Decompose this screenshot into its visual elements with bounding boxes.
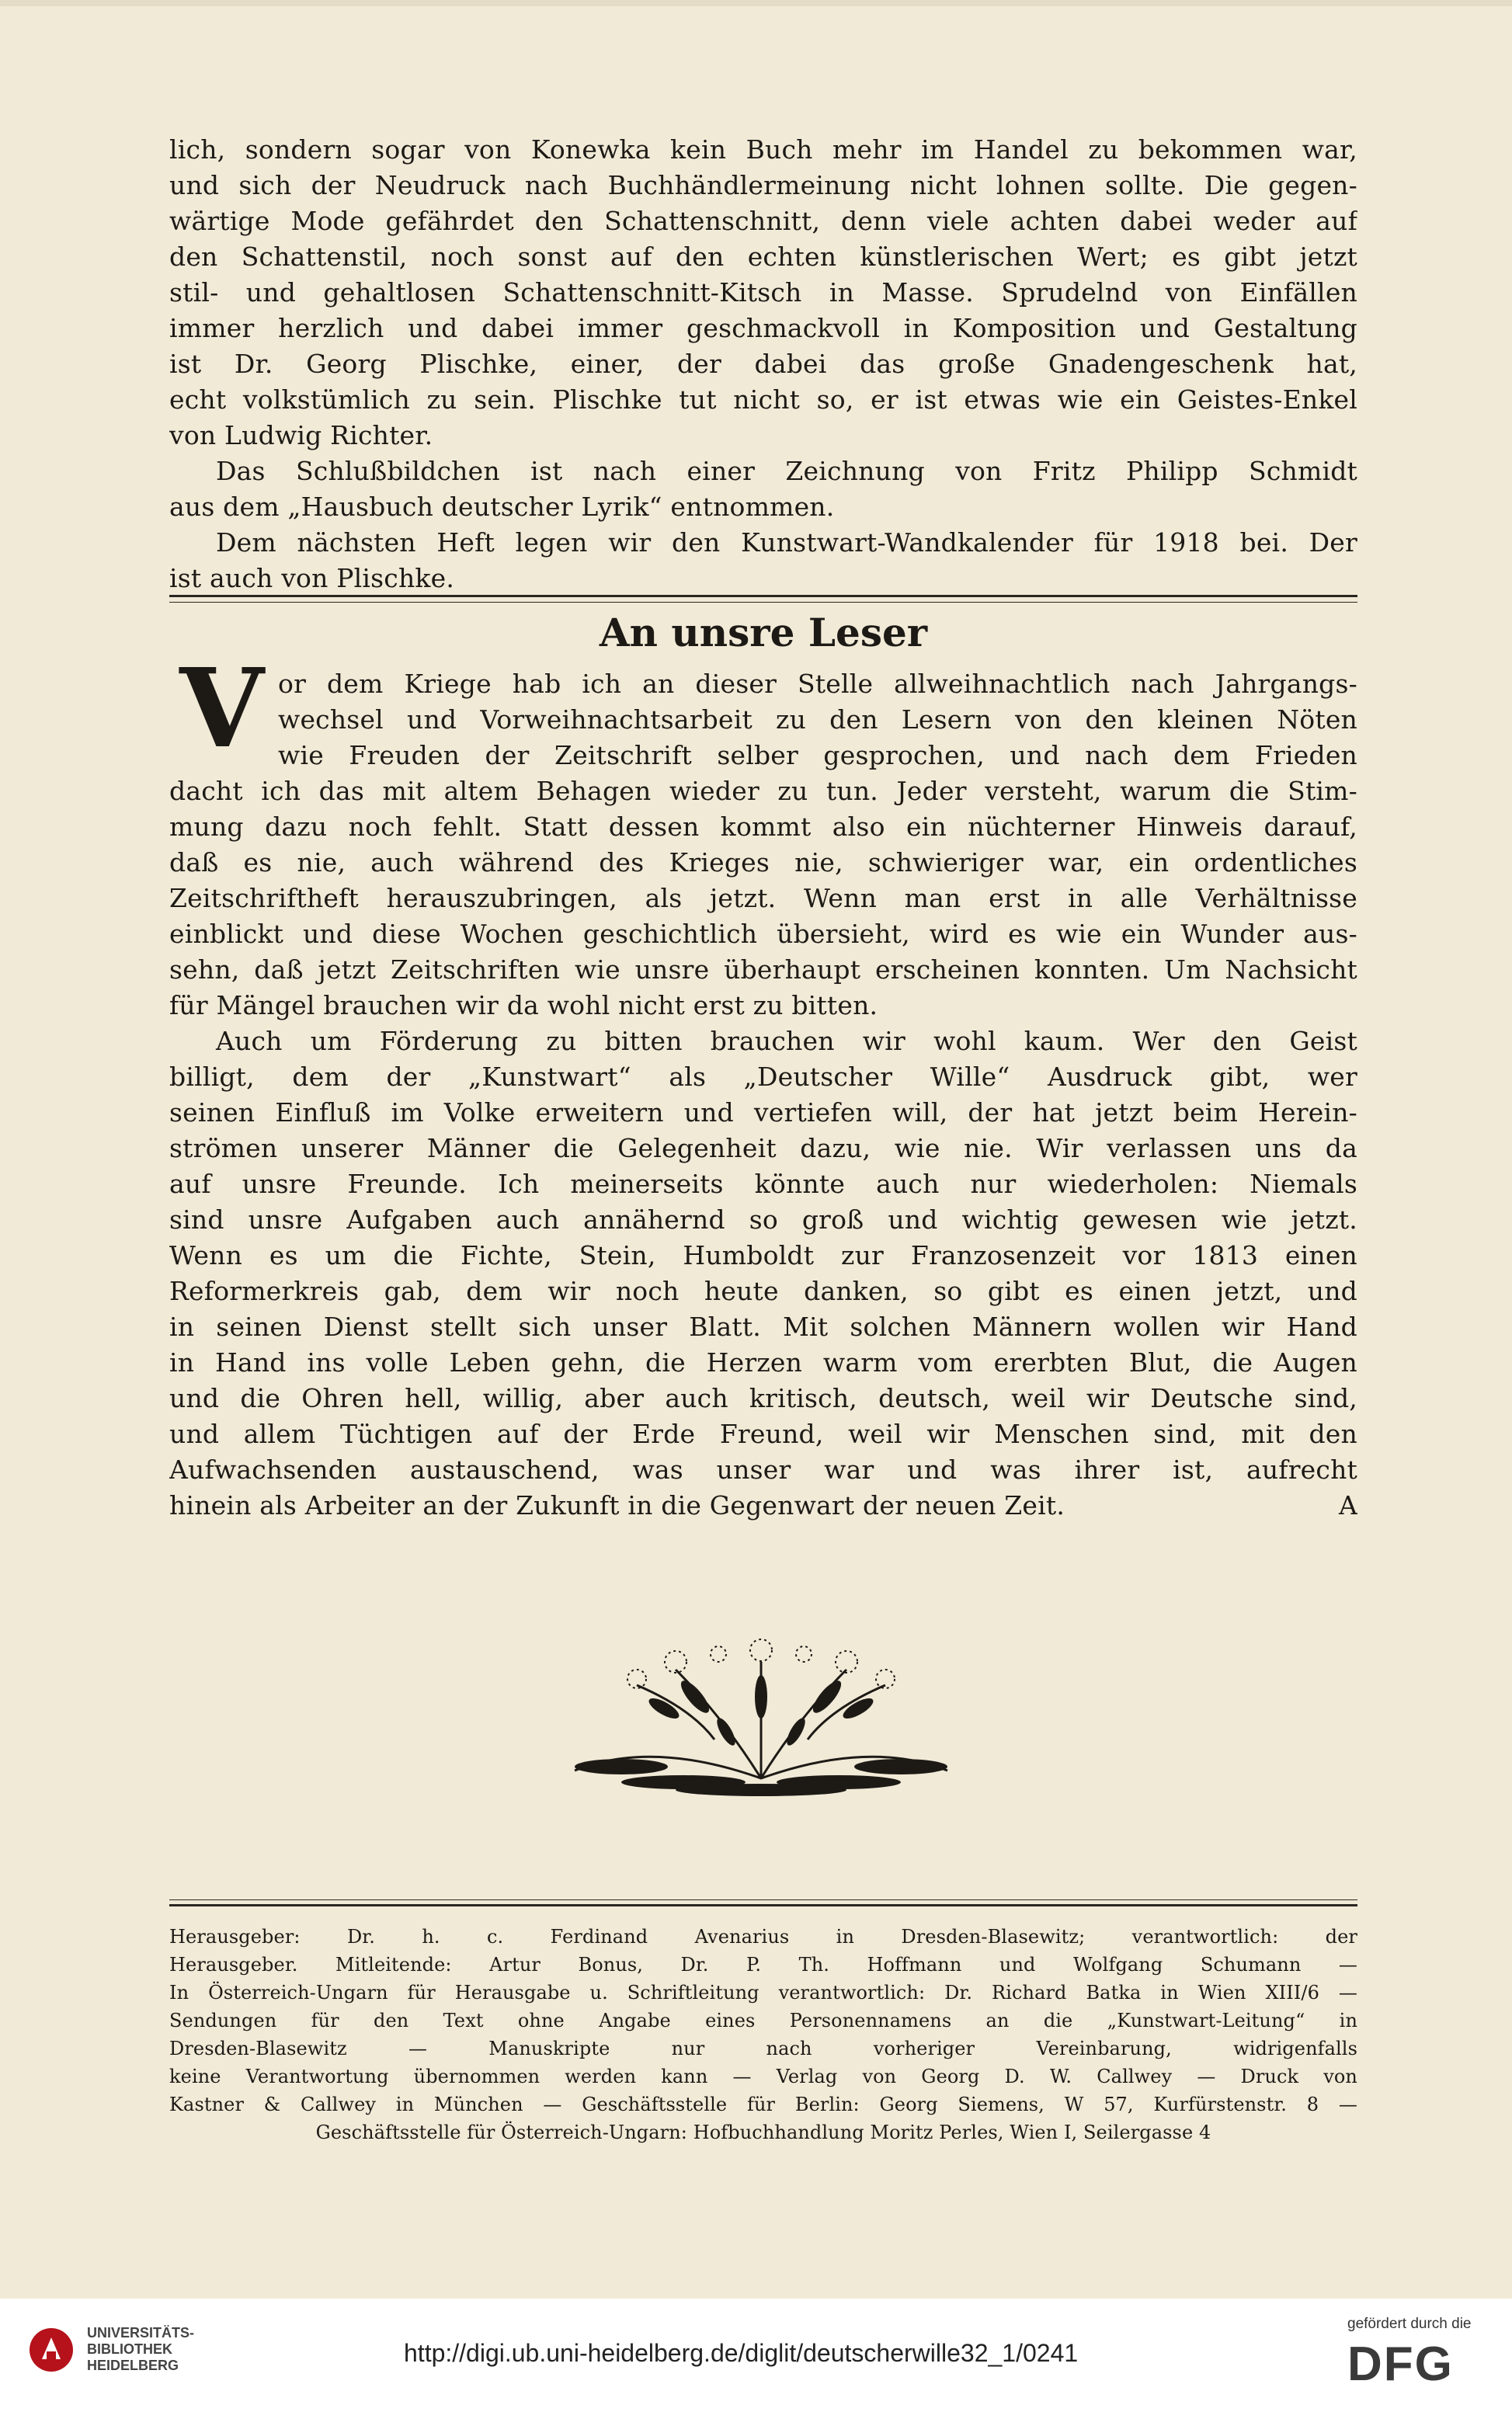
- text-line: für Mängel brauchen wir da wohl nicht erst zu bitten.: [169, 990, 878, 1020]
- imprint: [169, 1923, 1357, 2146]
- digitization-footer: [0, 2299, 1512, 2412]
- calendar-note-line: Dem nächsten Heft legen wir den Kunstwart-Wandkalender für 1918 bei. Der: [216, 527, 1357, 558]
- plant-ornament-icon: [528, 1623, 994, 1817]
- calendar-note-line: ist auch von Plischke.: [169, 563, 455, 593]
- text-line: stil- und gehaltlosen Schattenschnitt-Kitsch in Masse. Sprudelnd von Einfällen: [169, 277, 1357, 308]
- section-body: [169, 773, 1357, 1524]
- drop-cap: V: [179, 645, 264, 773]
- section-heading: An unsre Leser: [599, 610, 928, 655]
- university-logo-icon: [28, 2327, 75, 2373]
- text-line: den Schattenstil, noch sonst auf den echten künstlerischen Wert; es gibt jetzt: [169, 242, 1357, 272]
- text-line: Reformerkreis gab, dem wir noch heute danken, so gibt es einen jetzt, und: [169, 1276, 1357, 1306]
- text-line: Zeitschriftheft herauszubringen, als jetzt. Wenn man erst in alle Verhältnisse: [169, 883, 1357, 913]
- text-line: auf unsre Freunde. Ich meinerseits könnte auch nur wiederholen: Niemals: [169, 1169, 1357, 1199]
- top-paragraph: [169, 132, 1357, 596]
- para1-first-lines: [278, 666, 1357, 773]
- text-line: daß es nie, auch während des Krieges nie, schwieriger war, ein ordentliches: [169, 847, 1357, 878]
- text-line: Auch um Förderung zu bitten brauchen wir wohl kaum. Wer den Geist: [216, 1026, 1357, 1056]
- section-rule: [169, 595, 1357, 597]
- imprint-rule-thin: [169, 1899, 1357, 1900]
- institution-name: [87, 2325, 194, 2374]
- imprint-line: Herausgeber: Dr. h. c. Ferdinand Avenarius in Dresden-Blasewitz; verantwortlich: der: [169, 1926, 1357, 1948]
- scan-edge: [0, 0, 1512, 6]
- imprint-rule: [169, 1904, 1357, 1906]
- text-line: einblickt und diese Wochen geschichtlich übersieht, wird es wie ein Wunder aus-: [169, 919, 1357, 949]
- para2-last-text: hinein als Arbeiter an der Zukunft in die Gegenwart der neuen Zeit.: [169, 1490, 1065, 1521]
- text-line: seinen Einfluß im Volke erweitern und vertiefen will, der hat jetzt beim Herein-: [169, 1097, 1357, 1128]
- text-line: immer herzlich und dabei immer geschmackvoll in Komposition und Gestaltung: [169, 313, 1357, 343]
- text-line: mung dazu noch fehlt. Statt dessen kommt also ein nüchterner Hinweis darauf,: [169, 812, 1357, 842]
- section-rule-thin: [169, 602, 1357, 603]
- closing-note-line: Das Schlußbildchen ist nach einer Zeichnung von Fritz Philipp Schmidt: [216, 456, 1357, 486]
- text-line: strömen unserer Männer die Gelegenheit dazu, wie nie. Wir verlassen uns da: [169, 1133, 1357, 1163]
- text-line: und die Ohren hell, willig, aber auch kritisch, deutsch, weil wir Deutsche sind,: [169, 1383, 1357, 1413]
- text-line-last: [169, 1488, 1357, 1524]
- text-line: echt volkstümlich zu sein. Plischke tut nicht so, er ist etwas wie ein Geistes-Enkel: [169, 384, 1357, 415]
- text-line: wärtige Mode gefährdet den Schattenschnitt, denn viele achten dabei weder auf: [169, 206, 1357, 236]
- imprint-line: Herausgeber. Mitleitende: Artur Bonus, Dr. P. Th. Hoffmann und Wolfgang Schumann —: [169, 1954, 1357, 1976]
- text-line: sehn, daß jetzt Zeitschriften wie unsre überhaupt erscheinen konnten. Um Nachsicht: [169, 954, 1357, 985]
- institution-line: BIBLIOTHEK: [87, 2341, 172, 2357]
- permalink[interactable]: http://digi.ub.uni-heidelberg.de/diglit/deutscherwille32_1/0241: [404, 2339, 1079, 2367]
- text-line: in Hand ins volle Leben gehn, die Herzen warm vom ererbten Blut, die Augen: [169, 1347, 1357, 1378]
- text-line: Aufwachsenden austauschend, was unser war und was ihrer ist, aufrecht: [169, 1454, 1357, 1485]
- imprint-line: Geschäftsstelle für Österreich-Ungarn: Hofbuchhandlung Moritz Perles, Wien I, Seilergasse 4: [315, 2122, 1211, 2143]
- text-line: und sich der Neudruck nach Buchhändlermeinung nicht lohnen sollte. Die gegen-: [169, 170, 1357, 200]
- text-line: wechsel und Vorweihnachtsarbeit zu den Lesern von den kleinen Nöten: [278, 704, 1357, 735]
- funded-by-label: gefördert durch die: [1347, 2316, 1472, 2332]
- imprint-line: Dresden-Blasewitz — Manuskripte nur nach vorheriger Vereinbarung, widrigenfalls: [169, 2038, 1357, 2059]
- text-line: Wenn es um die Fichte, Stein, Humboldt zur Franzosenzeit vor 1813 einen: [169, 1240, 1357, 1270]
- text-line: in seinen Dienst stellt sich unser Blatt. Mit solchen Männern wollen wir Hand: [169, 1312, 1357, 1342]
- text-line: sind unsre Aufgaben auch annähernd so groß und wichtig gewesen wie jetzt.: [169, 1204, 1357, 1235]
- dfg-logo: DFG: [1347, 2337, 1454, 2391]
- text-line: und allem Tüchtigen auf der Erde Freund, weil wir Menschen sind, mit den: [169, 1419, 1357, 1449]
- text-line: ist Dr. Georg Plischke, einer, der dabei das große Gnadengeschenk hat,: [169, 349, 1357, 379]
- imprint-line: keine Verantwortung übernommen werden kann — Verlag von Georg D. W. Callwey — Druck von: [169, 2066, 1357, 2087]
- imprint-line: Kastner & Callwey in München — Geschäftsstelle für Berlin: Georg Siemens, W 57, Kurfürstenstr. 8 —: [169, 2094, 1357, 2115]
- signature: A: [1338, 1490, 1357, 1521]
- text-line: lich, sondern sogar von Konewka kein Buch mehr im Handel zu bekommen war,: [169, 134, 1357, 165]
- institution-line: HEIDELBERG: [87, 2358, 179, 2373]
- text-line: von Ludwig Richter.: [169, 420, 433, 450]
- text-line: dacht ich das mit altem Behagen wieder zu tun. Jeder versteht, warum die Stim-: [169, 776, 1357, 806]
- institution-line: UNIVERSITÄTS-: [87, 2325, 195, 2341]
- text-line: billigt, dem der „Kunstwart“ als „Deutscher Wille“ Ausdruck gibt, wer: [169, 1062, 1357, 1092]
- text-line: or dem Kriege hab ich an dieser Stelle allweihnachtlich nach Jahrgangs-: [278, 669, 1357, 699]
- imprint-line: Sendungen für den Text ohne Angabe eines Personennamens an die „Kunstwart-Leitung“ in: [169, 2010, 1357, 2031]
- text-line: wie Freuden der Zeitschrift selber gesprochen, und nach dem Frieden: [278, 740, 1357, 770]
- closing-note-line: aus dem „Hausbuch deutscher Lyrik“ entnommen.: [169, 492, 835, 522]
- imprint-line: In Österreich-Ungarn für Herausgabe u. Schriftleitung verantwortlich: Dr. Richard Batka in Wien XIII/6 —: [169, 1982, 1357, 2004]
